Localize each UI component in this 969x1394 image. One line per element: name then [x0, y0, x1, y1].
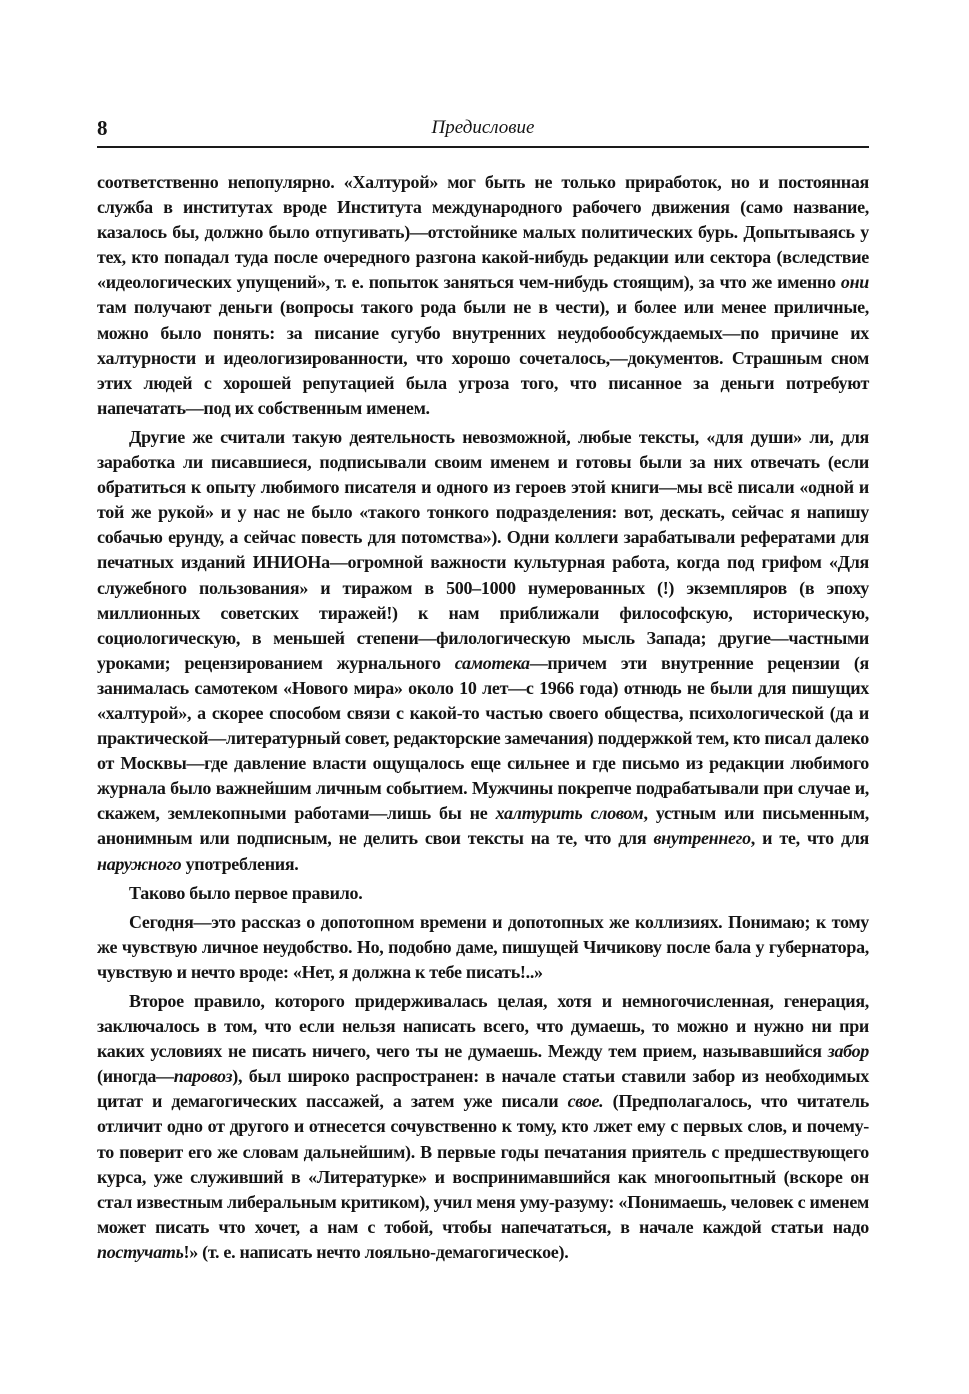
text-run: (Предполагалось, что читатель отличит одно от другого и отнесется сочувственно к тому, кто лжет ему с первых слов, и почему-то поверит его же словам дальнейшим). В первые годы печатания приятель с предшествующего курса, уже служивший в «Литературке» и воспринимавшийся как многоопытный (вскоре он стал известным либеральным критиком), учил меня уму-разуму: «Понимаешь, человек с именем может писать что хочет, а нам с тобой, чтобы напечататься, в начале каждой статьи надо: [97, 1091, 870, 1237]
page-number: 8: [97, 116, 108, 140]
text-run: —причем эти внутренние рецензии (я занималась самотеком «Нового мира» около 10 лет—с 1966 года) отнюдь не были для пишущих «халтурой», а скорее способом связи с какой-то частью своего общества, психологической (да и практической—литературный совет, редакторские замечания) поддержкой тем, кто писал далеко от Москвы—где давление власти ощущалось еще сильнее и где письмо из редакции любимого журнала было важнейшим личным событием. Мужчины покрепче подрабатывали при случае и, скажем, землекопными работами—лишь бы не: [97, 652, 869, 824]
italic-text: они: [840, 272, 869, 293]
paragraph: [97, 170, 869, 421]
text-run: употребления.: [181, 853, 299, 874]
text-run: Сегодня—это рассказ о допотопном времени и допотопных же коллизиях. Понимаю; к тому же чувствую личное неудобство. Но, подобно даме, пишущей Чичикову после бала у губернатора, чувствую и нечто вроде: «Нет, я должна к тебе писать!..»: [97, 911, 869, 982]
text-run: , и те, что для: [750, 828, 869, 849]
text-run: , устным или письменным, анонимным или подписным, не делить свои тексты на те, что для: [97, 803, 869, 849]
running-head: [97, 112, 869, 146]
italic-text: забор: [827, 1041, 869, 1062]
italic-text: наружного: [97, 853, 182, 874]
text-run: соответственно непопулярно. «Халтурой» мог быть не только приработок, но и постоянная служба в институтах вроде Института международного рабочего движения (само название, казалось бы, должно было отпугивать)—отстойнике малых политических бурь. Допытываясь у тех, кто попадал туда после очередного разгона какой-нибудь редакции или сектора (вследствие «идеологических упущений», т. е. попыток заняться чем-нибудь стоящим), за что же именно: [97, 172, 869, 293]
paragraph: [97, 881, 869, 906]
italic-text: халтурить словом: [495, 803, 644, 824]
text-run: там получают деньги (вопросы такого рода были не в чести), и более или менее приличные, можно было понять: за писание сугубо внутренних неудобообсуждаемых—по причине их халтурности и идеологизированности, что хорошо сочеталось,—документов. Страшным сном этих людей с хорошей репутацией была угроза того, что писанное за деньги потребуют напечатать—под их собственным именем.: [97, 297, 869, 418]
paragraph: [97, 425, 869, 877]
body-text: [97, 170, 869, 1265]
text-run: !» (т. е. написать нечто лояльно-демагогическое).: [183, 1241, 569, 1262]
paragraph: [97, 910, 869, 985]
text-run: Другие же считали такую деятельность невозможной, любые тексты, «для души» ли, для заработка ли писавшиеся, подписывали своим именем и готовы были за них отвечать (если обратиться к опыту любимого писателя и одного из героев этой книги—мы всё писали «одной и той же рукой» и у нас не было «такого тонкого подразделения: вот, дескать, сейчас я напишу собачью ерунду, а сейчас повесть для потомства»). Одни коллеги зарабатывали рефератами для печатных изданий ИНИОНа—огромной важности культурная работа, когда под грифом «Для служебного пользования» и тиражом в 500–1000 нумерованных (!) экземпляров (в эпоху миллионных советских тиражей!) к нам приближали философскую, историческую, социологическую, в меньшей степени—филологическую мысль Запада; другие—частными уроками; рецензированием журнального: [97, 426, 869, 673]
text-run: Второе правило, которого придерживалась целая, хотя и немногочисленная, генерация, заключалось в том, что если нельзя написать всего, что думаешь, то можно и нужно ни при каких условиях не писать ничего, чего ты не думаешь. Между тем прием, называвшийся: [97, 991, 869, 1062]
italic-text: свое.: [567, 1091, 604, 1112]
text-run: (иногда—: [97, 1066, 174, 1087]
running-title: Предисловие: [431, 117, 535, 138]
text-run: Таково было первое правило.: [129, 882, 363, 903]
italic-text: постучать: [97, 1241, 184, 1262]
italic-text: паровоз: [173, 1066, 233, 1087]
italic-text: самотека: [454, 652, 530, 673]
italic-text: внутреннего: [653, 828, 751, 849]
paragraph: [97, 989, 869, 1265]
header-rule: [97, 146, 869, 148]
text-run: ), был широко распространен: в начале статьи ставили забор из необходимых цитат и демагогических пассажей, а затем уже писали: [97, 1066, 869, 1112]
